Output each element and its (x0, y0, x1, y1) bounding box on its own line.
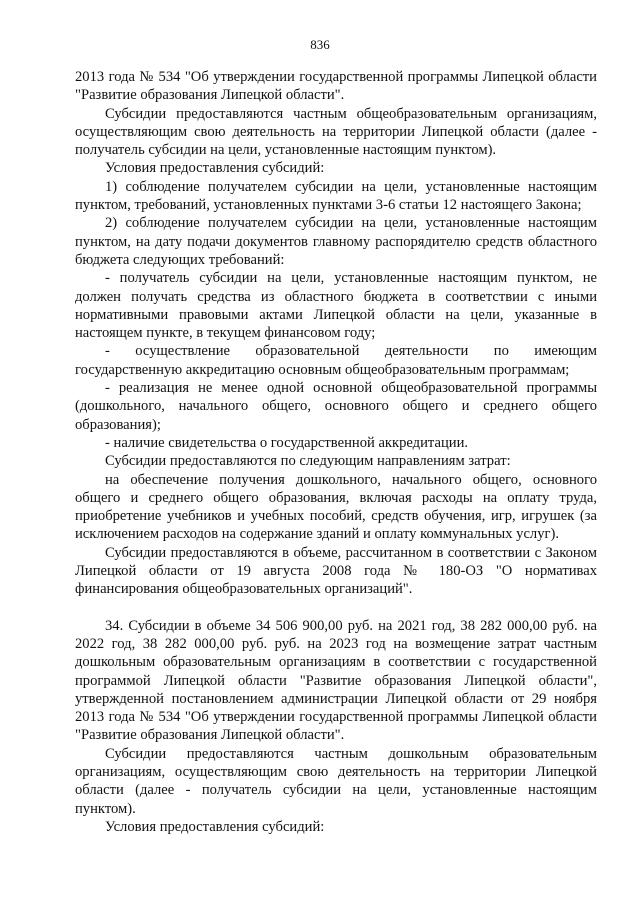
paragraph-requirement-2: - осуществление образовательной деятельности по имеющим государственную аккредитацию основным общеобразовательным программам; (75, 343, 597, 378)
paragraph-requirement-1: - получатель субсидии на цели, установленные настоящим пунктом, не должен получать средства из областного бюджета в соответствии с иными нормативными правовыми актами Липецкой области на цели, указанные в настоящем пункте, в текущем финансовом году; (75, 270, 597, 342)
paragraph-cost-directions: на обеспечение получения дошкольного, начального общего, основного общего и среднего общего образования, включая расходы на оплату труда, приобретение учебников и учебных пособий, средств обучения, игр, игрушек (за исключением расходов на содержание зданий и оплату коммунальных услуг). (75, 471, 597, 543)
document-body (75, 68, 597, 836)
paragraph-subsidy-recipients: Субсидии предоставляются частным общеобразовательным организациям, осуществляющим свою деятельность на территории Липецкой области (далее - получатель субсидии на цели, установленные настоящим пунктом). (75, 105, 597, 159)
paragraph-condition-2: 2) соблюдение получателем субсидии на цели, установленные настоящим пунктом, на дату подачи документов главному распорядителю средств областного бюджета следующих требований: (75, 215, 597, 268)
paragraph-requirement-4: - наличие свидетельства о государственной аккредитации. (105, 434, 469, 451)
paragraph-condition-1: 1) соблюдение получателем субсидии на цели, установленные настоящим пунктом, требований, установленных пунктами 3-6 статьи 12 настоящего Закона; (75, 178, 597, 214)
paragraph-program-title: 2013 года № 534 "Об утверждении государственной программы Липецкой области "Развитие образования Липецкой области". (75, 69, 597, 104)
paragraph-requirement-3: - реализация не менее одной основной общеобразовательной программы (дошкольного, начального общего, основного общего и среднего общего образования); (75, 380, 597, 433)
paragraph-preschool-recipients: Субсидии предоставляются частным дошкольным образовательным организациям, осуществляющим свою деятельность на территории Липецкой области (далее - получатель субсидии на цели, установленные настоящим пунктом). (75, 745, 597, 817)
section-spacer (75, 599, 597, 617)
paragraph-subsidy-volume: Субсидии предоставляются в объеме, рассчитанном в соответствии с Законом Липецкой области от 19 августа 2008 года № 180-ОЗ "О нормативах финансирования общеобразовательных организаций". (75, 544, 597, 598)
paragraph-conditions-heading: Условия предоставления субсидий: (105, 160, 325, 177)
paragraph-item-34: 34. Субсидии в объеме 34 506 900,00 руб. на 2021 год, 38 282 000,00 руб. на 2022 год, 38 282 000,00 руб. руб. на 2023 год на возмещение затрат частным дошкольным образовательным организациям в соответствии с государственной программой Липецкой области "Развитие образования Липецкой области", утвержденной постановлением администрации Липецкой области от 29 ноября 2013 года № 534 "Об утверждении государственной программы Липецкой области "Развитие образования Липецкой области". (75, 617, 597, 744)
paragraph-cost-directions-heading: Субсидии предоставляются по следующим направлениям затрат: (105, 453, 511, 470)
paragraph-conditions-heading-2: Условия предоставления субсидий: (105, 818, 325, 835)
page-number: 836 (310, 37, 330, 52)
